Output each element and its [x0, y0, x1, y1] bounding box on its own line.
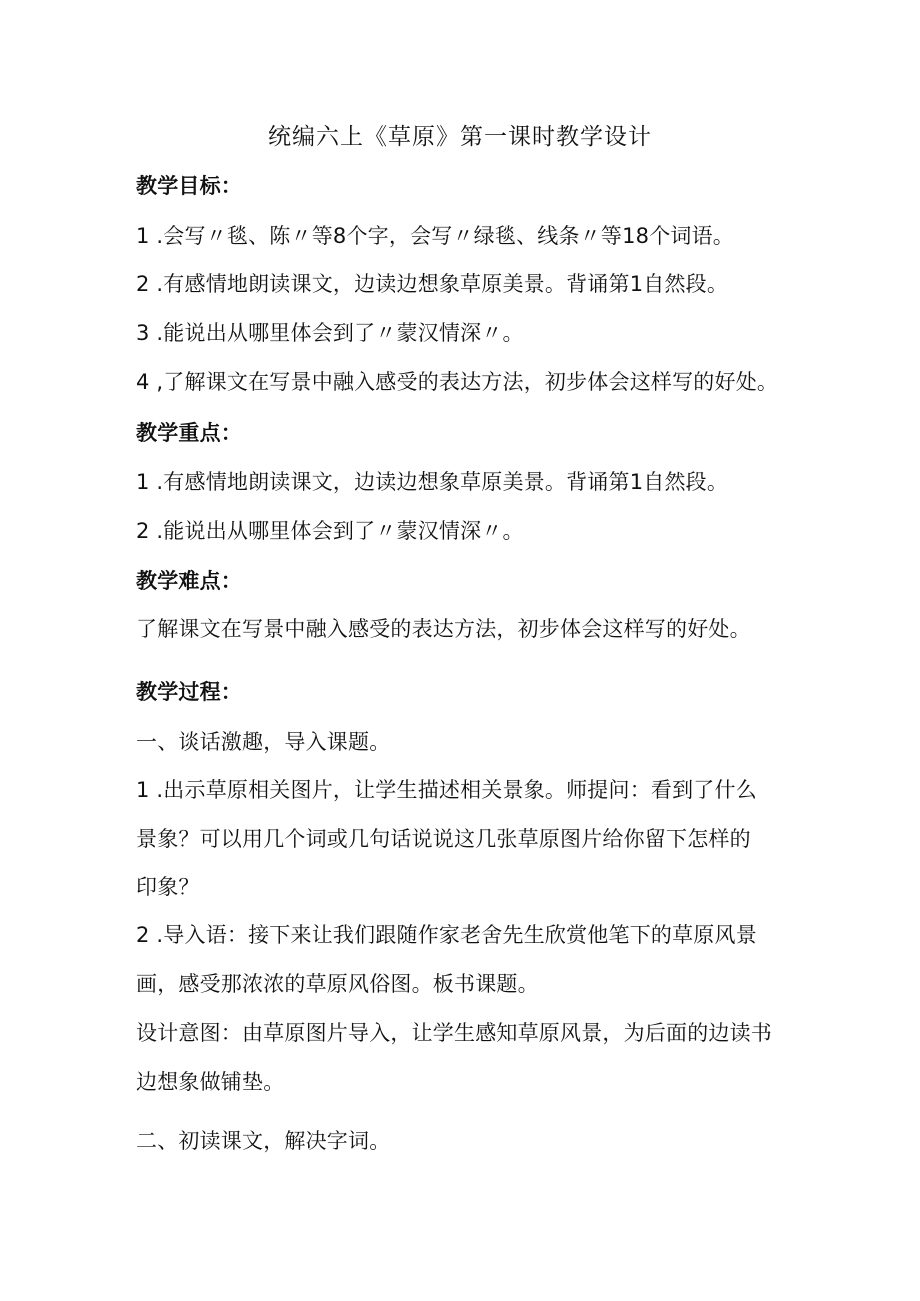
step-2-line-2: 画，感受那浓浓的草原风俗图。板书课题。	[136, 972, 539, 996]
design-intent-line-1: 设计意图：由草原图片导入，让学生感知草原风景，为后面的边读书	[136, 1021, 772, 1045]
process-section-2-title: 二、初读课文，解决字词。	[136, 1129, 391, 1153]
objective-item-1: 1 .会写〃毯、陈〃等8个字，会写〃绿毯、线条〃等18个词语。	[136, 224, 734, 248]
design-intent-line-2: 边想象做铺垫。	[136, 1070, 285, 1094]
objective-item-4: 4 ,了解课文在写景中融入感受的表达方法，初步体会这样写的好处。	[136, 370, 779, 394]
step-1-line-3: 印象？	[136, 875, 200, 899]
step-1-line-2: 景象？可以用几个词或几句话说说这几张草原图片给你留下怎样的	[136, 827, 751, 851]
document-title: 统编六上《草原》第一课时教学设计	[268, 124, 652, 150]
process-heading: 教学过程：	[136, 680, 242, 704]
difficulties-heading: 教学难点：	[136, 569, 242, 593]
key-point-item-1: 1 .有感情地朗读课文，边读边想象草原美景。背诵第1自然段。	[136, 470, 729, 494]
difficulties-text: 了解课文在写景中融入感受的表达方法，初步体会这样写的好处。	[136, 617, 751, 641]
key-points-heading: 教学重点：	[136, 421, 242, 445]
objective-item-2: 2 .有感情地朗读课文，边读边想象草原美景。背诵第1自然段。	[136, 272, 729, 296]
process-section-1-title: 一、谈话激趣，导入课题。	[136, 730, 391, 754]
objective-item-3: 3 .能说出从哪里体会到了〃蒙汉情深〃。	[136, 321, 524, 345]
objectives-heading: 教学目标：	[136, 174, 242, 198]
step-1-line-1: 1 .出示草原相关图片，让学生描述相关景象。师提问：看到了什么	[136, 778, 757, 802]
step-2-line-1: 2 .导入语：接下来让我们跟随作家老舍先生欣赏他笔下的草原风景	[136, 923, 757, 947]
key-point-item-2: 2 .能说出从哪里体会到了〃蒙汉情深〃。	[136, 519, 524, 543]
